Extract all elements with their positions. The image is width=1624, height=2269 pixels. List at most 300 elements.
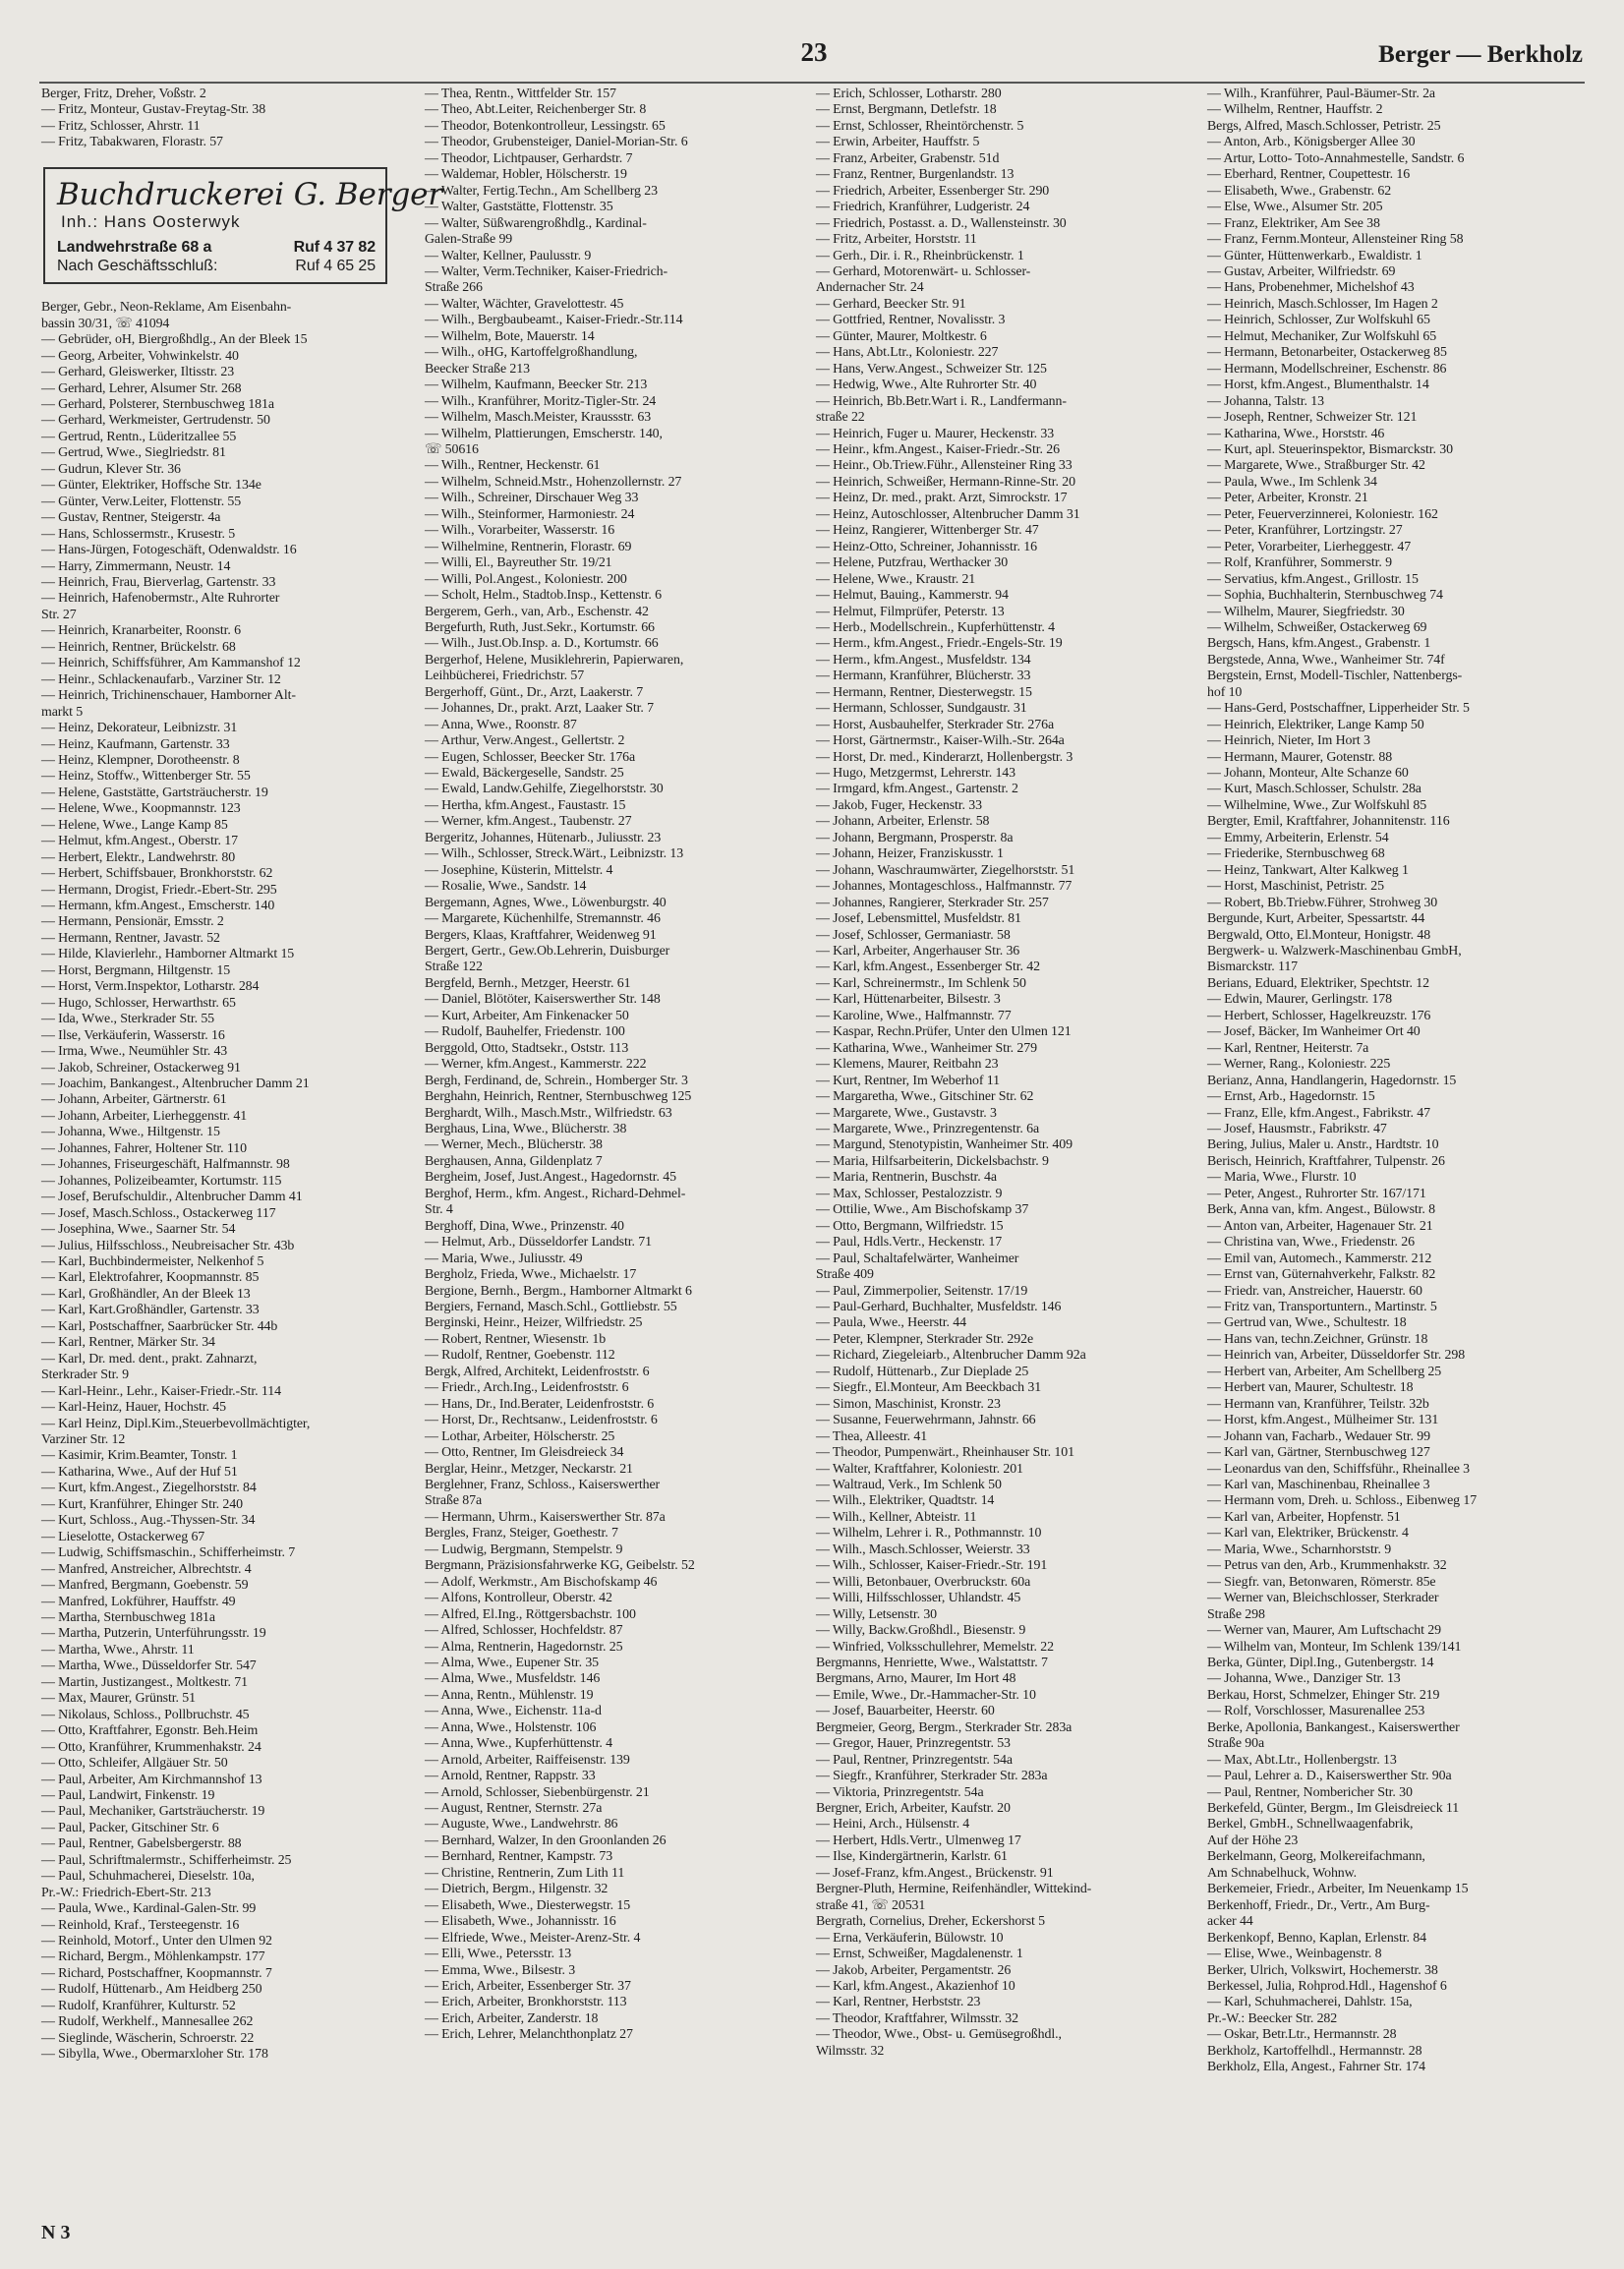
- directory-entry: — Wilh., Schlosser, Kaiser-Friedr.-Str. 191: [816, 1558, 1048, 1574]
- directory-entry: — Karl, Buchbindermeister, Nelkenhof 5: [41, 1254, 264, 1269]
- directory-entry: — Georg, Arbeiter, Vohwinkelstr. 40: [41, 348, 239, 364]
- directory-entry: — Günter, Maurer, Moltkestr. 6: [816, 328, 987, 344]
- page-header: [0, 0, 1624, 79]
- directory-entry: — Artur, Lotto- Toto-Annahmestelle, Sandstr. 6: [1207, 150, 1465, 166]
- directory-entry: — Kurt, Masch.Schlosser, Schulstr. 28a: [1207, 782, 1421, 797]
- directory-entry: — Gudrun, Klever Str. 36: [41, 461, 181, 477]
- directory-entry: — Werner van, Maurer, Am Luftschacht 29: [1207, 1623, 1441, 1639]
- directory-entry: Berginski, Heinr., Heizer, Wilfriedstr. 25: [425, 1315, 643, 1331]
- directory-entry: — Theodor, Botenkontrolleur, Lessingstr. 65: [425, 118, 666, 134]
- directory-entry: Bergert, Gertr., Gew.Ob.Lehrerin, Duisburger: [425, 944, 670, 960]
- directory-entry: — Heinrich van, Arbeiter, Düsseldorfer Str. 298: [1207, 1348, 1466, 1364]
- directory-entry: — Hermann, Maurer, Gotenstr. 88: [1207, 749, 1393, 765]
- directory-entry: — Horst, Maschinist, Petristr. 25: [1207, 879, 1384, 895]
- directory-entry: Bergsch, Hans, kfm.Angest., Grabenstr. 1: [1207, 636, 1431, 652]
- directory-entry: — Gerhard, Beecker Str. 91: [816, 296, 966, 312]
- directory-entry: — Gerhard, Motorenwärt- u. Schlosser-: [816, 263, 1031, 279]
- directory-entry: — Willi, Pol.Angest., Koloniestr. 200: [425, 571, 627, 587]
- directory-entry: — Johannes, Friseurgeschäft, Halfmannstr. 98: [41, 1157, 290, 1173]
- directory-entry: bassin 30/31, ☏ 41094: [41, 316, 170, 331]
- directory-entry: — Erich, Arbeiter, Bronkhorststr. 113: [425, 1995, 627, 2010]
- directory-entry: — Otto, Kraftfahrer, Egonstr. Beh.Heim: [41, 1723, 259, 1739]
- directory-entry: Straße 298: [1207, 1606, 1265, 1622]
- directory-entry: straße 41, ☏ 20531: [816, 1897, 926, 1913]
- directory-entry: Berkholz, Ella, Angest., Fahrner Str. 174: [1207, 2060, 1425, 2075]
- directory-entry: — Waldemar, Hobler, Hölscherstr. 19: [425, 167, 627, 183]
- directory-entry: — Werner, Rang., Koloniestr. 225: [1207, 1057, 1391, 1073]
- directory-entry: — Katharina, Wwe., Wanheimer Str. 279: [816, 1040, 1037, 1056]
- directory-entry: — Karl, kfm.Angest., Akazienhof 10: [816, 1979, 1015, 1995]
- directory-entry: — Anna, Wwe., Kupferhüttenstr. 4: [425, 1736, 612, 1752]
- entry-list: [1207, 87, 1585, 2076]
- directory-entry: — Thea, Alleestr. 41: [816, 1428, 928, 1444]
- directory-entry: Bergstein, Ernst, Modell-Tischler, Nattenbergs-: [1207, 669, 1463, 684]
- directory-entry: — Wilh., Rentner, Heckenstr. 61: [425, 458, 601, 474]
- directory-entry: — Peter, Klempner, Sterkrader Str. 292e: [816, 1331, 1034, 1347]
- directory-entry: — Herbert van, Arbeiter, Am Schellberg 25: [1207, 1364, 1442, 1379]
- directory-entry: — Erich, Lehrer, Melanchthonplatz 27: [425, 2027, 633, 2043]
- directory-entry: — Horst, Gärtnermstr., Kaiser-Wilh.-Str. 264a: [816, 733, 1065, 749]
- directory-entry: Berkenhoff, Friedr., Dr., Vertr., Am Burg-: [1207, 1897, 1430, 1913]
- directory-entry: — Heinz, Dr. med., prakt. Arzt, Simrockstr. 17: [816, 491, 1068, 506]
- directory-entry: Berglar, Heinr., Metzger, Neckarstr. 21: [425, 1461, 633, 1477]
- directory-entry: — Hermann, Drogist, Friedr.-Ebert-Str. 295: [41, 882, 277, 898]
- directory-entry: — Heinrich, Bb.Betr.Wart i. R., Landfermann-: [816, 393, 1067, 409]
- directory-entry: Berghardt, Wilh., Masch.Mstr., Wilfriedstr. 63: [425, 1105, 672, 1121]
- directory-entry: — Hans-Gerd, Postschaffner, Lipperheider Str. 5: [1207, 701, 1470, 717]
- header-rule: [39, 82, 1585, 84]
- directory-entry: — Kurt, apl. Steuerinspektor, Bismarckstr. 30: [1207, 441, 1453, 457]
- directory-entry: — Heini, Arch., Hülsenstr. 4: [816, 1817, 970, 1833]
- directory-entry: — Günter, Elektriker, Hoffsche Str. 134e: [41, 478, 261, 494]
- directory-entry: Berkenkopf, Benno, Kaplan, Erlenstr. 84: [1207, 1930, 1426, 1946]
- directory-entry: — Arnold, Arbeiter, Raiffeisenstr. 139: [425, 1752, 630, 1768]
- directory-entry: — Wilhelm, Plattierungen, Emscherstr. 140,: [425, 426, 663, 441]
- directory-entry: — Ida, Wwe., Sterkrader Str. 55: [41, 1012, 215, 1027]
- directory-entry: Bergers, Klaas, Kraftfahrer, Weidenweg 91: [425, 927, 657, 943]
- directory-entry: — Peter, Feuerverzinnerei, Koloniestr. 162: [1207, 506, 1438, 522]
- directory-entry: Straße 266: [425, 280, 483, 296]
- directory-entry: — Walter, Gaststätte, Flottenstr. 35: [425, 200, 613, 215]
- directory-entry: — Paul-Gerhard, Buchhalter, Musfeldstr. 146: [816, 1299, 1062, 1314]
- running-head: Berger — Berkholz: [1378, 41, 1583, 68]
- directory-entry: — Herbert, Elektr., Landwehrstr. 80: [41, 849, 236, 865]
- directory-entry: — Alma, Wwe., Eupener Str. 35: [425, 1655, 600, 1670]
- ad-phone: Ruf 4 37 82: [293, 239, 376, 257]
- directory-entry: — Elli, Wwe., Petersstr. 13: [425, 1947, 572, 1962]
- directory-entry: — Fritz, Monteur, Gustav-Freytag-Str. 38: [41, 102, 266, 118]
- directory-entry: — August, Rentner, Sternstr. 27a: [425, 1801, 603, 1817]
- directory-entry: Berghahn, Heinrich, Rentner, Sternbuschweg 125: [425, 1089, 692, 1105]
- directory-entry: — Paula, Wwe., Heerstr. 44: [816, 1315, 966, 1331]
- directory-entry: — Werner van, Bleichschlosser, Sterkrader: [1207, 1591, 1439, 1606]
- directory-entry: — Elise, Wwe., Weinbagenstr. 8: [1207, 1947, 1382, 1962]
- directory-entry: — Josef, Masch.Schloss., Ostackerweg 117: [41, 1205, 276, 1221]
- directory-entry: — Margarete, Küchenhilfe, Stremannstr. 46: [425, 911, 661, 927]
- directory-entry: — Karl, Dr. med. dent., prakt. Zahnarzt,: [41, 1351, 258, 1367]
- directory-entry: — Alfred, El.Ing., Röttgersbachstr. 100: [425, 1606, 636, 1622]
- directory-entry: — Heinrich, Fuger u. Maurer, Heckenstr. 33: [816, 426, 1055, 441]
- directory-entry: — Katharina, Wwe., Horststr. 46: [1207, 426, 1385, 441]
- directory-entry: — Walter, Verm.Techniker, Kaiser-Friedrich-: [425, 263, 668, 279]
- directory-entry: — Jakob, Fuger, Heckenstr. 33: [816, 797, 982, 813]
- directory-entry: — Theodor, Wwe., Obst- u. Gemüsegroßhdl.,: [816, 2027, 1062, 2043]
- directory-entry: — Heinrich, Nieter, Im Hort 3: [1207, 733, 1370, 749]
- directory-entry: — Wilhelm van, Monteur, Im Schlenk 139/141: [1207, 1639, 1462, 1655]
- directory-entry: — Gerhard, Gleiswerker, Iltisstr. 23: [41, 365, 235, 380]
- directory-entry: — Kurt, Kranführer, Ehinger Str. 240: [41, 1496, 243, 1512]
- directory-entry: — Emil van, Automech., Kammerstr. 212: [1207, 1251, 1432, 1266]
- directory-entry: Bergstede, Anna, Wwe., Wanheimer Str. 74f: [1207, 652, 1445, 668]
- directory-entry: — Fritz van, Transportuntern., Martinstr. 5: [1207, 1299, 1437, 1314]
- directory-entry: — Johann, Heizer, Franziskusstr. 1: [816, 846, 1004, 862]
- ad-address: Landwehrstraße 68 a: [57, 239, 212, 257]
- directory-entry: — Ernst, Schlosser, Rheintörchenstr. 5: [816, 118, 1024, 134]
- directory-entry: — Christine, Rentnerin, Zum Lith 11: [425, 1865, 625, 1881]
- directory-entry: Wilmsstr. 32: [816, 2043, 885, 2059]
- directory-entry: — Helene, Wwe., Kraustr. 21: [816, 571, 976, 587]
- directory-entry: — Manfred, Bergmann, Goebenstr. 59: [41, 1578, 249, 1594]
- directory-entry: — Hermann vom, Dreh. u. Schloss., Eibenweg 17: [1207, 1493, 1478, 1509]
- directory-entry: — Maria, Wwe., Flurstr. 10: [1207, 1170, 1357, 1186]
- directory-entry: Bergh, Ferdinand, de, Schrein., Homberger Str. 3: [425, 1073, 688, 1088]
- directory-entry: — Heinz-Otto, Schreiner, Johannisstr. 16: [816, 539, 1037, 554]
- directory-entry: — Harry, Zimmermann, Neustr. 14: [41, 558, 231, 574]
- directory-entry: — Peter, Kranführer, Lortzingstr. 27: [1207, 523, 1403, 539]
- directory-entry: Straße 90a: [1207, 1736, 1265, 1752]
- directory-entry: — Wilh., Steinformer, Harmoniestr. 24: [425, 506, 635, 522]
- directory-entry: — Hermann, Pensionär, Emsstr. 2: [41, 914, 224, 930]
- directory-entry: — Heinr., kfm.Angest., Kaiser-Friedr.-Str. 26: [816, 441, 1060, 457]
- directory-entry: Bergmeier, Georg, Bergm., Sterkrader Str. 283a: [816, 1719, 1073, 1735]
- ad-owner: Inh.: Hans Oosterwyk: [61, 211, 241, 231]
- directory-entry: — Paul, Mechaniker, Gartsträucherstr. 19: [41, 1804, 265, 1820]
- directory-entry: — Wilhelm, Bote, Mauerstr. 14: [425, 328, 595, 344]
- directory-entry: — Josef-Franz, kfm.Angest., Brückenstr. 91: [816, 1865, 1054, 1881]
- directory-entry: — Karl, Elektrofahrer, Koopmannstr. 85: [41, 1270, 260, 1286]
- directory-entry: — Nikolaus, Schloss., Pollbruchstr. 45: [41, 1707, 250, 1722]
- directory-entry: — Ewald, Bäckergeselle, Sandstr. 25: [425, 766, 624, 782]
- directory-entry: — Heinz, Tankwart, Alter Kalkweg 1: [1207, 862, 1409, 878]
- ad-address-row: [57, 238, 376, 257]
- directory-entry: — Karl, Schreinermstr., Im Schlenk 50: [816, 975, 1026, 991]
- directory-entry: — Maria, Rentnerin, Buschstr. 4a: [816, 1170, 997, 1186]
- directory-entry: — Karl, Rentner, Herbststr. 23: [816, 1995, 981, 2010]
- directory-entry: — Fritz, Tabakwaren, Florastr. 57: [41, 135, 223, 150]
- directory-entry: — Alma, Rentnerin, Hagedornstr. 25: [425, 1639, 623, 1655]
- directory-entry: — Heinrich, Trichinenschauer, Hamborner Alt-: [41, 688, 296, 704]
- directory-entry: — Hermann van, Kranführer, Teilstr. 32b: [1207, 1396, 1429, 1412]
- directory-entry: Berggold, Otto, Stadtsekr., Oststr. 113: [425, 1040, 629, 1056]
- directory-entry: — Hugo, Metzgermst, Lehrerstr. 143: [816, 766, 1015, 782]
- directory-entry: — Gertrud van, Wwe., Schultestr. 18: [1207, 1315, 1407, 1331]
- directory-entry: — Emma, Wwe., Bilsestr. 3: [425, 1962, 576, 1978]
- directory-entry: — Margarete, Wwe., Prinzregentenstr. 6a: [816, 1122, 1040, 1136]
- directory-entry: — Karl, Schuhmacherei, Dahlstr. 15a,: [1207, 1995, 1413, 2010]
- directory-entry: ☏ 50616: [425, 441, 479, 457]
- directory-entry: — Arnold, Rentner, Rappstr. 33: [425, 1769, 596, 1784]
- directory-entry: — Emile, Wwe., Dr.-Hammacher-Str. 10: [816, 1687, 1036, 1703]
- directory-entry: — Walter, Kraftfahrer, Koloniestr. 201: [816, 1461, 1023, 1477]
- directory-entry: — Max, Abt.Ltr., Hollenbergstr. 13: [1207, 1752, 1397, 1768]
- ad-after-hours-label: Nach Geschäftsschluß:: [57, 258, 218, 275]
- directory-entry: — Friedrich, Arbeiter, Essenberger Str. 290: [816, 183, 1050, 199]
- ad-title: Buchdruckerei G. Berger: [57, 176, 443, 212]
- directory-entry: — Wilh., Bergbaubeamt., Kaiser-Friedr.-Str.114: [425, 313, 683, 328]
- directory-entry: — Rudolf, Kranführer, Kulturstr. 52: [41, 1998, 236, 2013]
- directory-entry: — Hans-Jürgen, Fotogeschäft, Odenwaldstr. 16: [41, 543, 297, 558]
- directory-entry: Bergheim, Josef, Just.Angest., Hagedornstr. 45: [425, 1170, 676, 1186]
- directory-entry: — Paul, Zimmerpolier, Seitenstr. 17/19: [816, 1283, 1028, 1299]
- column-1: [41, 87, 443, 2064]
- directory-entry: — Wilh., Kranführer, Moritz-Tigler-Str. 24: [425, 393, 657, 409]
- directory-entry: — Friedr., Arch.Ing., Leidenfroststr. 6: [425, 1380, 629, 1396]
- directory-entry: — Petrus van den, Arb., Krummenhakstr. 32: [1207, 1558, 1447, 1574]
- directory-entry: — Gertrud, Wwe., Sieglriedstr. 81: [41, 445, 226, 461]
- directory-entry: — Gustav, Arbeiter, Wilfriedstr. 69: [1207, 263, 1396, 279]
- directory-entry: — Heinrich, Masch.Schlosser, Im Hagen 2: [1207, 296, 1438, 312]
- directory-entry: — Paul, Rentner, Nombericher Str. 30: [1207, 1784, 1413, 1800]
- directory-entry: — Kasimir, Krim.Beamter, Tonstr. 1: [41, 1448, 238, 1464]
- directory-entry: Pr.-W.: Beecker Str. 282: [1207, 2010, 1338, 2026]
- directory-entry: — Helene, Gaststätte, Gartsträucherstr. 19: [41, 785, 268, 800]
- directory-entry: — Jakob, Schreiner, Ostackerweg 91: [41, 1060, 241, 1076]
- directory-entry: — Servatius, kfm.Angest., Grillostr. 15: [1207, 571, 1419, 587]
- directory-entry: Berkholz, Kartoffelhdl., Hermannstr. 28: [1207, 2043, 1422, 2059]
- directory-entry: — Josef, Berufschuldir., Altenbrucher Damm 41: [41, 1190, 303, 1205]
- directory-entry: — Wilhelmine, Rentnerin, Florastr. 69: [425, 539, 632, 554]
- directory-entry: — Paul, Rentner, Prinzregentstr. 54a: [816, 1752, 1013, 1768]
- directory-entry: — Ludwig, Bergmann, Stempelstr. 9: [425, 1542, 623, 1557]
- directory-entry: Bismarckstr. 117: [1207, 960, 1299, 975]
- directory-entry: — Ilse, Kindergärtnerin, Karlstr. 61: [816, 1849, 1008, 1865]
- directory-entry: — Helmut, Filmprüfer, Peterstr. 13: [816, 604, 1005, 619]
- directory-entry: — Hans, Dr., Ind.Berater, Leidenfroststr. 6: [425, 1396, 655, 1412]
- directory-entry: — Hans, Verw.Angest., Schweizer Str. 125: [816, 361, 1047, 377]
- directory-entry: — Willi, Betonbauer, Overbruckstr. 60a: [816, 1574, 1031, 1590]
- column-2: [425, 87, 802, 2044]
- directory-entry: — Heinr., Ob.Triew.Führ., Allensteiner Ring 33: [816, 458, 1073, 474]
- directory-entry: — Paul, Landwirt, Finkenstr. 19: [41, 1787, 215, 1803]
- directory-entry: Straße 87a: [425, 1493, 483, 1509]
- advertisement-box: [43, 167, 443, 284]
- directory-entry: — Helene, Putzfrau, Werthacker 30: [816, 555, 1009, 571]
- directory-entry: — Joachim, Bankangest., Altenbrucher Damm 21: [41, 1076, 310, 1092]
- directory-entry: Berkemeier, Friedr., Arbeiter, Im Neuenkamp 15: [1207, 1882, 1469, 1897]
- directory-entry: — Horst, kfm.Angest., Mülheimer Str. 131: [1207, 1413, 1439, 1428]
- directory-entry: — Rudolf, Werkhelf., Mannesallee 262: [41, 2014, 254, 2030]
- directory-entry: — Arthur, Verw.Angest., Gellertstr. 2: [425, 733, 625, 749]
- directory-entry: — Heinrich, Hafenobermstr., Alte Ruhrorter: [41, 591, 280, 607]
- directory-entry: Bergfeld, Bernh., Metzger, Heerstr. 61: [425, 975, 631, 991]
- directory-entry: — Else, Wwe., Alsumer Str. 205: [1207, 200, 1383, 215]
- directory-entry: — Thea, Rentn., Wittfelder Str. 157: [425, 87, 616, 101]
- directory-entry: Leihbücherei, Friedrichstr. 57: [425, 669, 585, 684]
- ad-after-hours-row: [57, 257, 376, 275]
- directory-entry: — Wilh., Kellner, Abteistr. 11: [816, 1509, 977, 1525]
- directory-entry: — Karl van, Elektriker, Brückenstr. 4: [1207, 1526, 1409, 1542]
- directory-entry: — Johannes, Polizeibeamter, Kortumstr. 115: [41, 1173, 282, 1189]
- directory-entry: — Scholt, Helm., Stadtob.Insp., Kettenstr. 6: [425, 588, 662, 604]
- directory-entry: — Rosalie, Wwe., Sandstr. 14: [425, 879, 587, 895]
- directory-entry: — Ernst van, Güternahverkehr, Falkstr. 82: [1207, 1267, 1436, 1283]
- directory-entry: Bergmans, Arno, Maurer, Im Hort 48: [816, 1671, 1016, 1687]
- directory-entry: — Helmut, Arb., Düsseldorfer Landstr. 71: [425, 1235, 652, 1251]
- directory-entry: — Heinz, Rangierer, Wittenberger Str. 47: [816, 523, 1039, 539]
- directory-entry: — Richard, Bergm., Möhlenkampstr. 177: [41, 1949, 265, 1965]
- directory-entry: — Wilhelmine, Wwe., Zur Wolfskuhl 85: [1207, 797, 1427, 813]
- directory-entry: Bergter, Emil, Kraftfahrer, Johannitenstr. 116: [1207, 814, 1450, 830]
- directory-entry: — Horst, Dr. med., Kinderarzt, Hollenbergstr. 3: [816, 749, 1073, 765]
- directory-entry: — Otto, Schleifer, Allgäuer Str. 50: [41, 1756, 228, 1772]
- directory-entry: — Johann, Monteur, Alte Schanze 60: [1207, 766, 1409, 782]
- directory-entry: — Alfred, Schlosser, Hochfeldstr. 87: [425, 1623, 623, 1639]
- ad-phone-after-hours: Ruf 4 65 25: [295, 258, 376, 275]
- directory-entry: — Helmut, kfm.Angest., Oberstr. 17: [41, 834, 238, 849]
- directory-entry: — Anton van, Arbeiter, Hagenauer Str. 21: [1207, 1218, 1433, 1234]
- directory-entry: — Wilhelm, Kaufmann, Beecker Str. 213: [425, 378, 648, 393]
- directory-entry: — Theodor, Pumpenwärt., Rheinhauser Str. 101: [816, 1445, 1074, 1461]
- directory-entry: — Martha, Wwe., Düsseldorfer Str. 547: [41, 1658, 257, 1674]
- directory-entry: — Helmut, Bauing., Kammerstr. 94: [816, 588, 1009, 604]
- directory-entry: — Johannes, Fahrer, Holtener Str. 110: [41, 1140, 247, 1156]
- directory-entry: — Gebrüder, oH, Biergroßhdlg., An der Bleek 15: [41, 332, 308, 348]
- directory-entry: — Siegfr., El.Monteur, Am Beeckbach 31: [816, 1380, 1042, 1396]
- directory-entry: — Karl, kfm.Angest., Essenberger Str. 42: [816, 960, 1040, 975]
- directory-entry: — Horst, Ausbauhelfer, Sterkrader Str. 276a: [816, 717, 1055, 732]
- directory-entry: Berk, Anna van, kfm. Angest., Bülowstr. 8: [1207, 1202, 1436, 1218]
- directory-entry: — Hertha, kfm.Angest., Faustastr. 15: [425, 797, 626, 813]
- directory-entry: Berglehner, Franz, Schloss., Kaiserswerther: [425, 1477, 661, 1492]
- directory-entry: — Christina van, Wwe., Friedenstr. 26: [1207, 1235, 1415, 1251]
- directory-entry: — Friedr. van, Anstreicher, Hauerstr. 60: [1207, 1283, 1422, 1299]
- directory-entry: Pr.-W.: Friedrich-Ebert-Str. 213: [41, 1885, 211, 1900]
- directory-entry: — Franz, Elektriker, Am See 38: [1207, 215, 1380, 231]
- directory-entry: — Alfons, Kontrolleur, Oberstr. 42: [425, 1591, 612, 1606]
- directory-entry: — Friederike, Sternbuschweg 68: [1207, 846, 1385, 862]
- directory-entry: — Oskar, Betr.Ltr., Hermannstr. 28: [1207, 2027, 1397, 2043]
- directory-entry: — Max, Maurer, Grünstr. 51: [41, 1691, 196, 1707]
- directory-entry: — Leonardus van den, Schiffsführ., Rheinallee 3: [1207, 1461, 1471, 1477]
- directory-entry: — Anna, Wwe., Roonstr. 87: [425, 717, 577, 732]
- directory-entry: — Wilh., Vorarbeiter, Wasserstr. 16: [425, 523, 615, 539]
- directory-entry: Berkefeld, Günter, Bergm., Im Gleisdreieck 11: [1207, 1801, 1460, 1817]
- directory-entry: — Herb., Modellschrein., Kupferhüttenstr. 4: [816, 619, 1055, 635]
- directory-entry: — Heinrich, Schlosser, Zur Wolfskuhl 65: [1207, 313, 1430, 328]
- directory-entry: — Maria, Hilfsarbeiterin, Dickelsbachstr. 9: [816, 1153, 1049, 1169]
- directory-entry: Bergeritz, Johannes, Hütenarb., Juliusstr. 23: [425, 830, 662, 845]
- directory-entry: — Günter, Hüttenwerkarb., Ewaldistr. 1: [1207, 248, 1422, 263]
- directory-entry: — Siegfr., Kranführer, Sterkrader Str. 283a: [816, 1769, 1048, 1784]
- directory-entry: — Theodor, Lichtpauser, Gerhardstr. 7: [425, 150, 633, 166]
- directory-entry: — Peter, Arbeiter, Kronstr. 21: [1207, 491, 1368, 506]
- directory-entry: — Heinrich, Schiffsführer, Am Kammanshof 12: [41, 656, 301, 671]
- directory-entry: — Paula, Wwe., Kardinal-Galen-Str. 99: [41, 1901, 257, 1917]
- directory-entry: — Hans, Abt.Ltr., Koloniestr. 227: [816, 345, 999, 361]
- directory-entry: Str. 4: [425, 1202, 453, 1218]
- directory-entry: — Johann, Arbeiter, Lierheggenstr. 41: [41, 1108, 248, 1124]
- directory-entry: Bergerhof, Helene, Musiklehrerin, Papierwaren,: [425, 652, 684, 668]
- directory-entry: — Heinrich, Elektriker, Lange Kamp 50: [1207, 717, 1424, 732]
- directory-entry: — Rudolf, Rentner, Goebenstr. 112: [425, 1348, 615, 1364]
- directory-entry: Bergner, Erich, Arbeiter, Kaufstr. 20: [816, 1801, 1011, 1817]
- directory-entry: — Wilhelm, Maurer, Siegfriedstr. 30: [1207, 604, 1405, 619]
- directory-entry: — Richard, Ziegeleiarb., Altenbrucher Damm 92a: [816, 1348, 1086, 1364]
- directory-entry: — Helmut, Mechaniker, Zur Wolfskuhl 65: [1207, 328, 1437, 344]
- directory-entry: — Hermann, kfm.Angest., Emscherstr. 140: [41, 899, 275, 914]
- directory-entry: — Hedwig, Wwe., Alte Ruhrorter Str. 40: [816, 378, 1037, 393]
- directory-entry: — Hans van, techn.Zeichner, Grünstr. 18: [1207, 1331, 1428, 1347]
- directory-entry: — Robert, Bb.Triebw.Führer, Strohweg 30: [1207, 895, 1438, 910]
- directory-entry: — Helene, Wwe., Lange Kamp 85: [41, 817, 228, 833]
- directory-entry: — Wilhelm, Schweißer, Ostackerweg 69: [1207, 619, 1427, 635]
- directory-entry: — Margaretha, Wwe., Gitschiner Str. 62: [816, 1089, 1034, 1105]
- directory-entry: — Ernst, Arb., Hagedornstr. 15: [1207, 1089, 1375, 1105]
- directory-entry: — Heinz, Autoschlosser, Altenbrucher Damm 31: [816, 506, 1080, 522]
- directory-entry: — Walter, Fertig.Techn., Am Schellberg 23: [425, 183, 658, 199]
- directory-entry: — Hans, Schlossermstr., Krusestr. 5: [41, 526, 236, 542]
- directory-entry: Bergerhoff, Günt., Dr., Arzt, Laakerstr. 7: [425, 684, 644, 700]
- directory-entry: Straße 122: [425, 960, 483, 975]
- directory-entry: Bergholz, Frieda, Wwe., Michaelstr. 17: [425, 1267, 637, 1283]
- entry-list: [41, 300, 419, 2063]
- printer-signature: N 3: [41, 2222, 71, 2243]
- directory-entry: Bering, Julius, Maler u. Anstr., Hardtstr. 10: [1207, 1137, 1439, 1153]
- entry-list: [41, 87, 419, 151]
- directory-entry: — Heinrich, Rentner, Brückelstr. 68: [41, 639, 236, 655]
- directory-entry: Auf der Höhe 23: [1207, 1833, 1299, 1848]
- directory-entry: — Margarete, Wwe., Straßburger Str. 42: [1207, 458, 1425, 474]
- directory-entry: — Paul, Arbeiter, Am Kirchmannshof 13: [41, 1772, 262, 1787]
- directory-entry: — Karl Heinz, Dipl.Kim.,Steuerbevollmächtigter,: [41, 1416, 311, 1431]
- directory-entry: Varziner Str. 12: [41, 1431, 126, 1447]
- directory-entry: — Susanne, Feuerwehrmann, Jahnstr. 66: [816, 1413, 1036, 1428]
- directory-entry: — Daniel, Blötöter, Kaiserswerther Str. 148: [425, 992, 661, 1008]
- directory-entry: — Kurt, Rentner, Im Weberhof 11: [816, 1073, 1000, 1088]
- directory-entry: straße 22: [816, 410, 865, 426]
- directory-entry: — Josef, Bäcker, Im Wanheimer Ort 40: [1207, 1024, 1421, 1040]
- directory-entry: — Gustav, Rentner, Steigerstr. 4a: [41, 510, 221, 526]
- directory-entry: — Karl, Kart.Großhändler, Gartenstr. 33: [41, 1303, 260, 1318]
- directory-entry: — Wilh., Schreiner, Dirschauer Weg 33: [425, 491, 639, 506]
- directory-entry: — Wilhelm, Schneid.Mstr., Hohenzollernstr. 27: [425, 474, 682, 490]
- directory-entry: — Kurt, Arbeiter, Am Finkenacker 50: [425, 1008, 629, 1023]
- directory-entry: — Walter, Süßwarengroßhdlg., Kardinal-: [425, 215, 647, 231]
- directory-entry: — Ernst, Schweißer, Magdalenenstr. 1: [816, 1947, 1023, 1962]
- directory-entry: — Bernhard, Rentner, Kampstr. 73: [425, 1849, 613, 1865]
- directory-entry: — Otto, Rentner, Im Gleisdreieck 34: [425, 1445, 624, 1461]
- directory-entry: — Reinhold, Kraf., Tersteegenstr. 16: [41, 1917, 240, 1933]
- directory-entry: Am Schnabelhuck, Wohnw.: [1207, 1865, 1358, 1881]
- directory-entry: — Johann, Bergmann, Prosperstr. 8a: [816, 830, 1014, 845]
- directory-entry: — Jakob, Arbeiter, Pergamentstr. 26: [816, 1962, 1012, 1978]
- directory-entry: — Herm., kfm.Angest., Musfeldstr. 134: [816, 652, 1031, 668]
- directory-entry: — Wilh., Just.Ob.Insp. a. D., Kortumstr. 66: [425, 636, 659, 652]
- directory-entry: Berisch, Heinrich, Kraftfahrer, Tulpenstr. 26: [1207, 1153, 1445, 1169]
- directory-entry: — Anton, Arb., Königsberger Allee 30: [1207, 135, 1416, 150]
- directory-entry: Berger, Gebr., Neon-Reklame, Am Eisenbahn-: [41, 300, 292, 316]
- directory-entry: — Erich, Arbeiter, Essenberger Str. 37: [425, 1979, 631, 1995]
- directory-entry: — Willi, Hilfsschlosser, Uhlandstr. 45: [816, 1591, 1021, 1606]
- directory-entry: — Lothar, Arbeiter, Hölscherstr. 25: [425, 1428, 615, 1444]
- directory-entry: — Paul, Packer, Gitschiner Str. 6: [41, 1820, 219, 1835]
- directory-entry: — Ludwig, Schiffsmaschin., Schifferheimstr. 7: [41, 1545, 296, 1561]
- directory-entry: — Robert, Rentner, Wiesenstr. 1b: [425, 1331, 607, 1347]
- directory-entry: — Gottfried, Rentner, Novalisstr. 3: [816, 313, 1006, 328]
- directory-entry: — Gerhard, Lehrer, Alsumer Str. 268: [41, 380, 242, 396]
- directory-entry: Beecker Straße 213: [425, 361, 530, 377]
- directory-entry: Galen-Straße 99: [425, 232, 513, 248]
